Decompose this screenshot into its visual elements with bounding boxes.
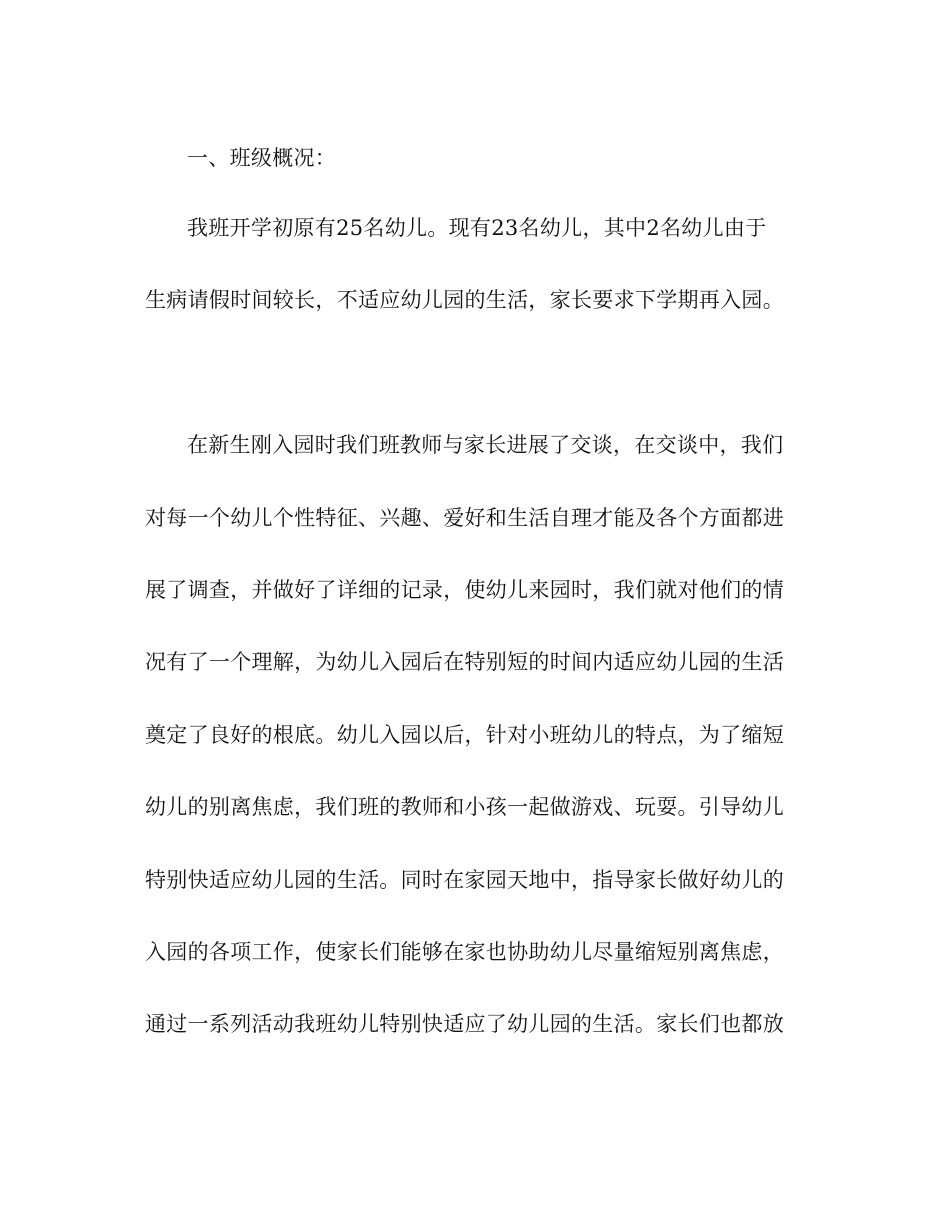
paragraph-1-line-2: 生病请假时间较长，不适应幼儿园的生活，家长要求下学期再入园。 (145, 288, 784, 312)
paragraph-2-line-5: 奠定了良好的根底。幼儿入园以后，针对小班幼儿的特点，为了缩短 (145, 723, 784, 747)
paragraph-2-line-2: 对每一个幼儿个性特征、兴趣、爱好和生活自理才能及各个方面都进 (145, 506, 784, 530)
paragraph-2-line-4: 况有了一个理解，为幼儿入园后在特别短的时间内适应幼儿园的生活 (145, 650, 784, 674)
section-heading: 一、班级概况： (187, 146, 337, 170)
paragraph-2-line-6: 幼儿的别离焦虑，我们班的教师和小孩一起做游戏、玩耍。引导幼儿 (145, 795, 784, 819)
paragraph-2-line-8: 入园的各项工作，使家长们能够在家也协助幼儿尽量缩短别离焦虑， (145, 940, 784, 964)
paragraph-1-line-1: 我班开学初原有25名幼儿。现有23名幼儿，其中2名幼儿由于 (187, 216, 767, 240)
paragraph-2-line-1: 在新生刚入园时我们班教师与家长进展了交谈，在交谈中，我们 (187, 433, 784, 457)
paragraph-2-line-9: 通过一系列活动我班幼儿特别快适应了幼儿园的生活。家长们也都放 (145, 1012, 784, 1036)
paragraph-2-line-3: 展了调查，并做好了详细的记录，使幼儿来园时，我们就对他们的情 (145, 578, 784, 602)
paragraph-2-line-7: 特别快适应幼儿园的生活。同时在家园天地中，指导家长做好幼儿的 (145, 868, 784, 892)
